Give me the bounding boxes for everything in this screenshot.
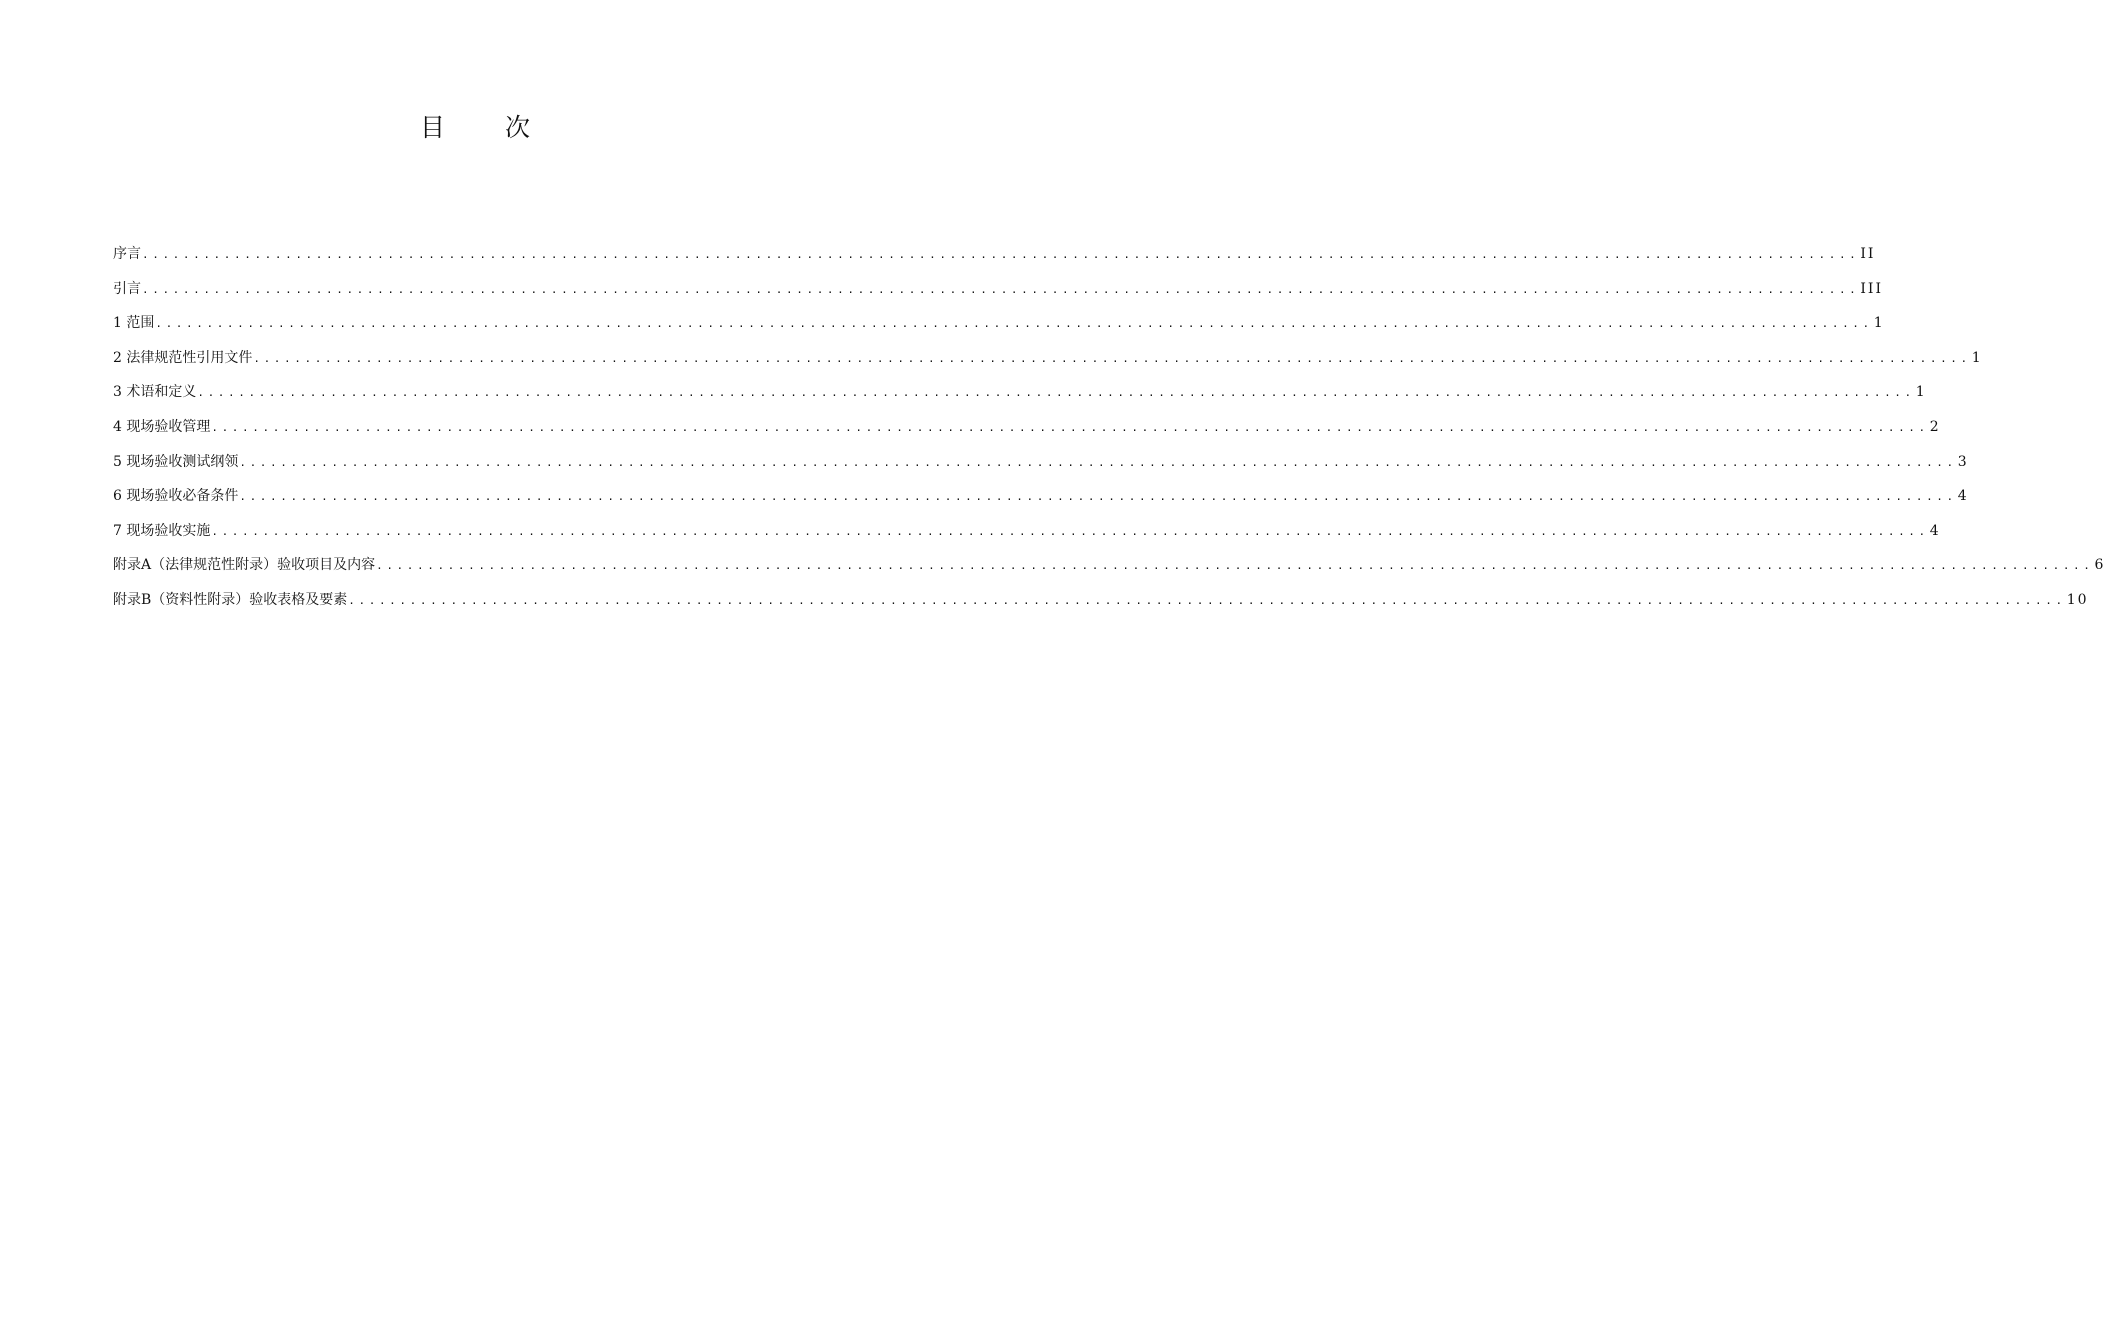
toc-page-number: 1 xyxy=(1873,315,1885,332)
toc-entry-terms-definitions[interactable] xyxy=(113,382,1927,417)
toc-entry-prerequisites[interactable] xyxy=(113,486,1969,521)
toc-page-number: 10 xyxy=(2066,591,2089,608)
toc-dot-leader: ........................................................................................................................................................................ xyxy=(253,351,1971,365)
toc-entry-label: 5 现场验收测试纲领 xyxy=(113,453,239,470)
toc-entry-appendix-a[interactable] xyxy=(113,555,2105,590)
toc-entry-scope[interactable] xyxy=(113,313,1885,348)
toc-entry-label: 附录B（资料性附录）验收表格及要素 xyxy=(113,591,348,608)
toc-entry-label: 序言 xyxy=(113,246,141,262)
toc-dot-leader: ........................................................................................................................................................................ xyxy=(348,593,2066,607)
toc-entry-label: 1 范围 xyxy=(113,315,155,332)
toc-title: 目次 xyxy=(419,113,590,142)
toc-list xyxy=(113,244,2105,625)
toc-page-number: III xyxy=(1860,280,1883,297)
toc-page-number: 1 xyxy=(1971,349,1983,366)
toc-page-number: 2 xyxy=(1929,418,1941,435)
toc-dot-leader: ........................................................................................................................................................................ xyxy=(239,455,1957,469)
toc-entry-appendix-b[interactable] xyxy=(113,590,2089,625)
toc-entry-label: 6 现场验收必备条件 xyxy=(113,488,239,505)
toc-page-number: 4 xyxy=(1929,522,1941,539)
toc-entry-label: 7 现场验收实施 xyxy=(113,522,211,539)
toc-page-number: 4 xyxy=(1957,488,1969,505)
toc-entry-label: 2 法律规范性引用文件 xyxy=(113,349,253,366)
toc-entry-label: 附录A（法律规范性附录）验收项目及内容 xyxy=(113,557,376,574)
toc-page-number: 1 xyxy=(1915,384,1927,401)
toc-dot-leader: ........................................................................................................................................................................ xyxy=(211,524,1929,538)
toc-page-number: 3 xyxy=(1957,453,1969,470)
toc-page-number: II xyxy=(1860,246,1876,262)
toc-dot-leader: ........................................................................................................................................................................ xyxy=(142,282,1860,296)
toc-entry-implementation[interactable] xyxy=(113,521,1941,556)
toc-dot-leader: ........................................................................................................................................................................ xyxy=(376,559,2094,573)
toc-entry-acceptance-management[interactable] xyxy=(113,417,1941,452)
toc-entry-preface[interactable] xyxy=(113,244,1876,279)
toc-dot-leader: ........................................................................................................................................................................ xyxy=(211,420,1929,434)
toc-dot-leader: ........................................................................................................................................................................ xyxy=(155,317,1873,331)
toc-entry-label: 3 术语和定义 xyxy=(113,384,197,401)
toc-entry-normative-references[interactable] xyxy=(113,348,1983,383)
toc-entry-label: 引言 xyxy=(113,280,141,297)
toc-dot-leader: ........................................................................................................................................................................ xyxy=(142,248,1860,261)
toc-dot-leader: ........................................................................................................................................................................ xyxy=(239,490,1957,504)
toc-dot-leader: ........................................................................................................................................................................ xyxy=(197,386,1915,400)
toc-entry-label: 4 现场验收管理 xyxy=(113,418,211,435)
toc-page-number: 6 xyxy=(2094,557,2105,574)
toc-entry-introduction[interactable] xyxy=(113,279,1883,314)
toc-entry-test-outline[interactable] xyxy=(113,452,1969,487)
